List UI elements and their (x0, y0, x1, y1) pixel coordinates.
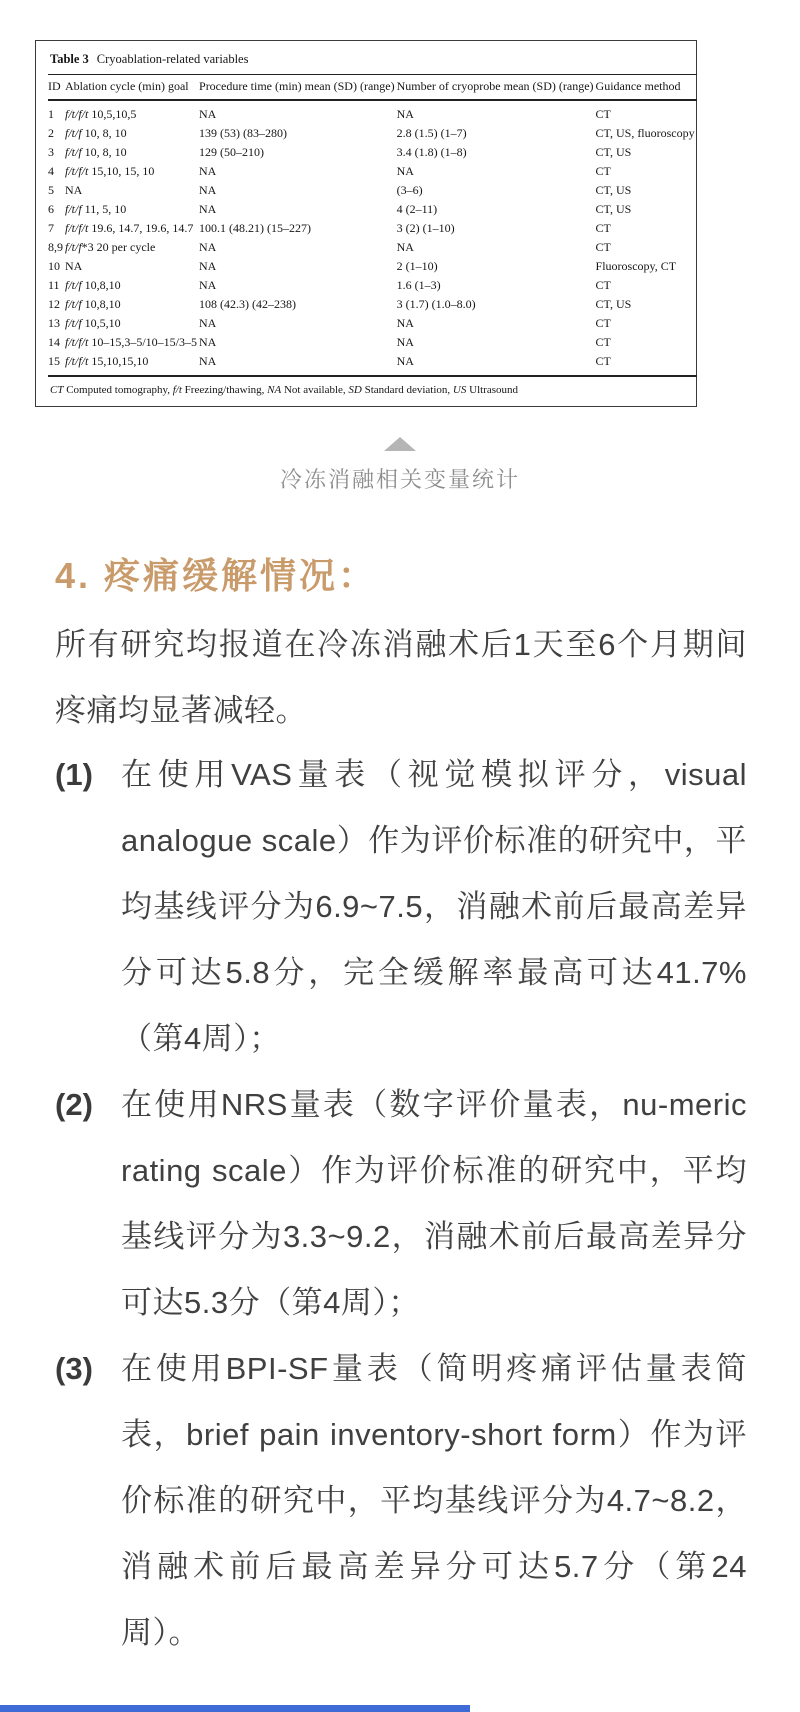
section-heading: 4. 疼痛缓解情况： (55, 555, 378, 596)
cell-probes: 2.8 (1.5) (1–7) (396, 126, 467, 140)
table-row (48, 257, 697, 276)
cell-id: 13 (48, 316, 60, 330)
cell-time: 129 (50–210) (199, 145, 265, 159)
cell-id: 4 (48, 164, 54, 178)
cell-cycle: f/t/f/t 19.6, 14.7, 19.6, 14.7 (65, 221, 194, 235)
cell-guidance: CT (595, 107, 611, 121)
cell-cycle: f/t/f 10, 8, 10 (65, 145, 127, 159)
cell-time: NA (199, 183, 217, 197)
table-body (48, 100, 697, 376)
cell-guidance: CT (595, 164, 611, 178)
list-item-number: (2) (55, 1087, 93, 1122)
cell-probes: 3 (1.7) (1.0–8.0) (396, 297, 476, 311)
bottom-blue-bar (0, 1705, 470, 1712)
table-header-row (48, 75, 697, 101)
column-header-probes: Number of cryoprobe mean (SD) (range) (397, 75, 596, 101)
intro-paragraph: 所有研究均报道在冷冻消融术后1天至6个月期间疼痛均显著减轻。 (55, 627, 747, 728)
list-item (55, 742, 747, 1072)
table-row (48, 200, 697, 219)
cell-guidance: CT (595, 316, 611, 330)
list-item-number: (3) (55, 1351, 93, 1386)
cell-id: 6 (48, 202, 54, 216)
table-caption (48, 50, 684, 74)
table-row (48, 333, 697, 352)
cell-id: 5 (48, 183, 54, 197)
cell-id: 11 (48, 278, 60, 292)
table-row (48, 352, 697, 376)
cell-probes: 3.4 (1.8) (1–8) (396, 145, 467, 159)
cell-time: NA (199, 316, 217, 330)
cell-time: 139 (53) (83–280) (199, 126, 287, 140)
cell-probes: NA (396, 316, 414, 330)
cell-time: NA (199, 107, 217, 121)
table-row (48, 181, 697, 200)
cell-id: 14 (48, 335, 60, 349)
list-item-number: (1) (55, 757, 93, 792)
cell-id: 10 (48, 259, 60, 273)
cell-probes: 4 (2–11) (396, 202, 438, 216)
cell-time: NA (199, 164, 217, 178)
figure-caption: 冷冻消融相关变量统计 (279, 467, 520, 492)
table-row (48, 276, 697, 295)
column-header-guidance: Guidance method (596, 75, 697, 101)
collapse-triangle-icon (384, 437, 416, 451)
cell-probes: NA (396, 240, 414, 254)
cell-cycle: f/t/f 10,8,10 (65, 297, 121, 311)
cell-probes: 1.6 (1–3) (396, 278, 441, 292)
table-caption-text: Cryoablation-related variables (96, 52, 249, 66)
cell-cycle: f/t/f 10,5,10 (65, 316, 121, 330)
figure-collapse-row (0, 437, 800, 456)
cell-id: 3 (48, 145, 54, 159)
column-header-cycle: Ablation cycle (min) goal (65, 75, 199, 101)
cell-cycle: f/t/f 11, 5, 10 (65, 202, 127, 216)
table-row (48, 219, 697, 238)
cell-cycle: f/t/f/t 15,10,15,10 (65, 352, 199, 376)
table-row (48, 295, 697, 314)
cell-id: 15 (48, 352, 65, 376)
cell-cycle: f/t/f*3 20 per cycle (65, 240, 156, 254)
cell-cycle: NA (65, 259, 83, 273)
cell-guidance: CT (595, 335, 611, 349)
cell-id: 1 (48, 107, 54, 121)
cell-guidance: CT, US (595, 183, 632, 197)
table-row (48, 162, 697, 181)
cell-id: 2 (48, 126, 54, 140)
cell-cycle: NA (65, 183, 83, 197)
table-caption-label: Table 3 (50, 52, 89, 66)
cell-time: NA (199, 240, 217, 254)
table-figure (35, 40, 697, 407)
table-footnote: CT Computed tomography, f/t Freezing/thawing, NA Not available, SD Standard deviation, US Ultrasound (50, 384, 519, 396)
cell-guidance: CT, US (595, 297, 632, 311)
cell-guidance: CT (596, 352, 697, 376)
column-header-id: ID (48, 75, 65, 101)
cell-probes: NA (396, 164, 414, 178)
cell-cycle: f/t/f/t 10–15,3–5/10–15/3–5 (65, 335, 198, 349)
table-row (48, 124, 697, 143)
cell-probes: (3–6) (396, 183, 423, 197)
list-item-text: 在使用NRS量表（数字评价量表，nu-meric rating scale）作为评价标准的研究中，平均基线评分为3.3~9.2，消融术前后最高差异分可达5.3分（第4周）； (121, 1087, 747, 1320)
list-item-text: 在使用VAS量表（视觉模拟评分，visual analogue scale）作为评价标准的研究中，平均基线评分为6.9~7.5，消融术前后最高差异分可达5.8分，完全缓解率最高可达41.7%（第4周）； (121, 757, 747, 1056)
list-item-text: 在使用BPI-SF量表（简明疼痛评估量表简表，brief pain inventory-short form）作为评价标准的研究中，平均基线评分为4.7~8.2，消融术前后最高差异分可达5.7分（第24周）。 (121, 1351, 747, 1650)
list-item (55, 1336, 747, 1666)
cell-guidance: CT, US, fluoroscopy (595, 126, 695, 140)
cell-probes: NA (396, 335, 414, 349)
cell-id: 12 (48, 297, 60, 311)
table-row (48, 100, 697, 124)
table-row (48, 314, 697, 333)
cell-id: 7 (48, 221, 54, 235)
cell-time: 108 (42.3) (42–238) (199, 297, 296, 311)
column-header-time: Procedure time (min) mean (SD) (range) (199, 75, 397, 101)
cell-guidance: CT, US (595, 145, 632, 159)
cell-probes: NA (397, 352, 596, 376)
cell-time: NA (199, 352, 397, 376)
cell-probes: 2 (1–10) (396, 259, 438, 273)
cell-time: NA (199, 202, 217, 216)
list-item (55, 1072, 747, 1336)
cell-cycle: f/t/f 10, 8, 10 (65, 126, 127, 140)
cell-time: NA (199, 259, 217, 273)
cell-probes: NA (396, 107, 414, 121)
cryoablation-table (48, 74, 697, 377)
cell-id: 8,9 (48, 240, 63, 254)
cell-guidance: Fluoroscopy, CT (595, 259, 677, 273)
cell-guidance: CT (595, 278, 611, 292)
cell-cycle: f/t/f 10,8,10 (65, 278, 121, 292)
cell-cycle: f/t/f/t 15,10, 15, 10 (65, 164, 155, 178)
cell-time: NA (199, 278, 217, 292)
cell-guidance: CT, US (595, 202, 632, 216)
table-row (48, 238, 697, 257)
cell-guidance: CT (595, 221, 611, 235)
numbered-list (55, 742, 747, 1666)
cell-guidance: CT (595, 240, 611, 254)
cell-probes: 3 (2) (1–10) (396, 221, 455, 235)
cell-time: 100.1 (48.21) (15–227) (199, 221, 311, 235)
cell-cycle: f/t/f/t 10,5,10,5 (65, 107, 137, 121)
table-row (48, 143, 697, 162)
cell-time: NA (199, 335, 217, 349)
